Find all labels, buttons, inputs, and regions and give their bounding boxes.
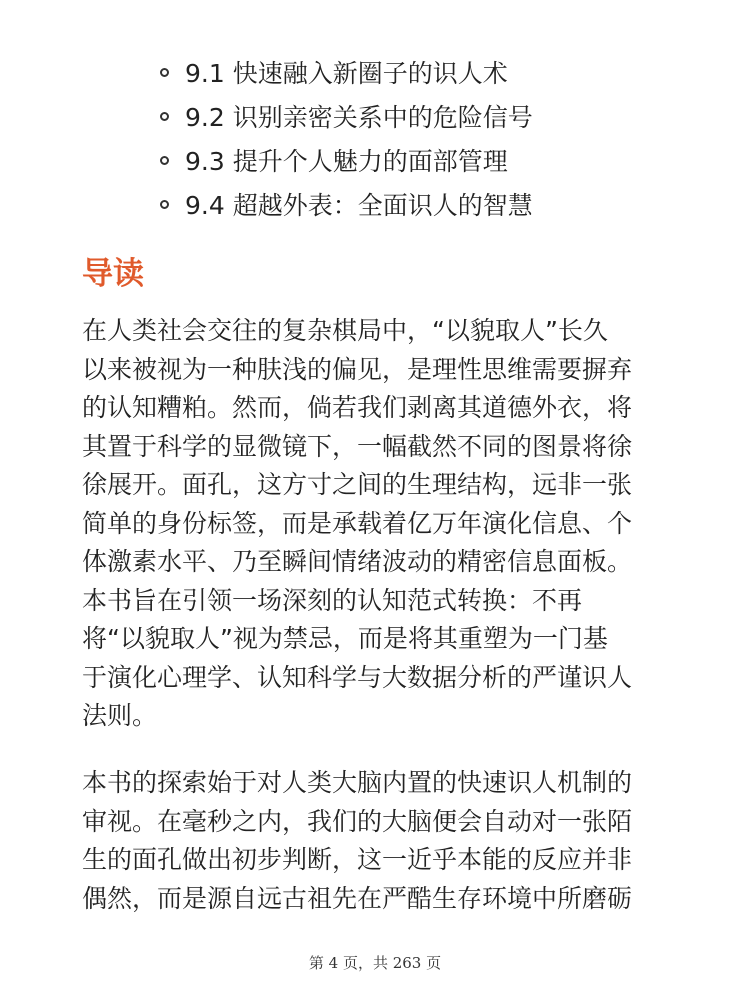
paragraph-line: 将“以貌取人”视为禁忌，而是将其重塑为一门基 [82, 624, 608, 653]
paragraph-line: 生的面孔做出初步判断，这一近乎本能的反应并非 [82, 845, 633, 874]
paragraph-line: 法则。 [82, 701, 158, 730]
toc-item[interactable] [160, 94, 533, 138]
body-paragraph [82, 764, 697, 918]
table-of-contents [160, 50, 533, 226]
paragraph-line: 本书旨在引领一场深刻的认知范式转换：不再 [82, 585, 583, 615]
section-heading: 导读 [82, 256, 144, 292]
toc-item-label: 9.1 快速融入新圈子的识人术 [185, 59, 508, 88]
hollow-circle-bullet-icon [160, 68, 169, 77]
paragraph-line: 简单的身份标签，而是承载着亿万年演化信息、个 [82, 508, 633, 538]
paragraph-line: 体激素水平、乃至瞬间情绪波动的精密信息面板。 [82, 547, 633, 576]
hollow-circle-bullet-icon [160, 200, 169, 209]
hollow-circle-bullet-icon [160, 112, 169, 121]
body-paragraph [82, 312, 697, 736]
paragraph-line: 其置于科学的显微镜下，一幅截然不同的图景将徐 [82, 431, 633, 461]
toc-item[interactable] [160, 138, 533, 182]
toc-item-label: 9.4 超越外表：全面识人的智慧 [185, 191, 533, 220]
paragraph-line: 在人类社会交往的复杂棋局中，“以貌取人”长久 [82, 316, 608, 345]
toc-item-label: 9.3 提升个人魅力的面部管理 [185, 147, 508, 176]
toc-item[interactable] [160, 50, 533, 94]
paragraph-line: 的认知糟粕。然而，倘若我们剥离其道德外衣，将 [82, 393, 633, 422]
paragraph-line: 以来被视为一种肤浅的偏见，是理性思维需要摒弃 [82, 354, 633, 384]
paragraph-line: 徐展开。面孔，这方寸之间的生理结构，远非一张 [82, 470, 633, 499]
toc-item[interactable] [160, 182, 533, 226]
paragraph-line: 审视。在毫秒之内，我们的大脑便会自动对一张陌 [82, 806, 633, 836]
page-number-footer: 第 4 页，共 263 页 [308, 954, 442, 972]
paragraph-line: 本书的探索始于对人类大脑内置的快速识人机制的 [82, 768, 633, 797]
paragraph-line: 于演化心理学、认知科学与大数据分析的严谨识人 [82, 662, 633, 692]
paragraph-line: 偶然，而是源自远古祖先在严酷生存环境中所磨砺 [82, 883, 633, 913]
toc-item-label: 9.2 识别亲密关系中的危险信号 [185, 103, 533, 132]
hollow-circle-bullet-icon [160, 156, 169, 165]
